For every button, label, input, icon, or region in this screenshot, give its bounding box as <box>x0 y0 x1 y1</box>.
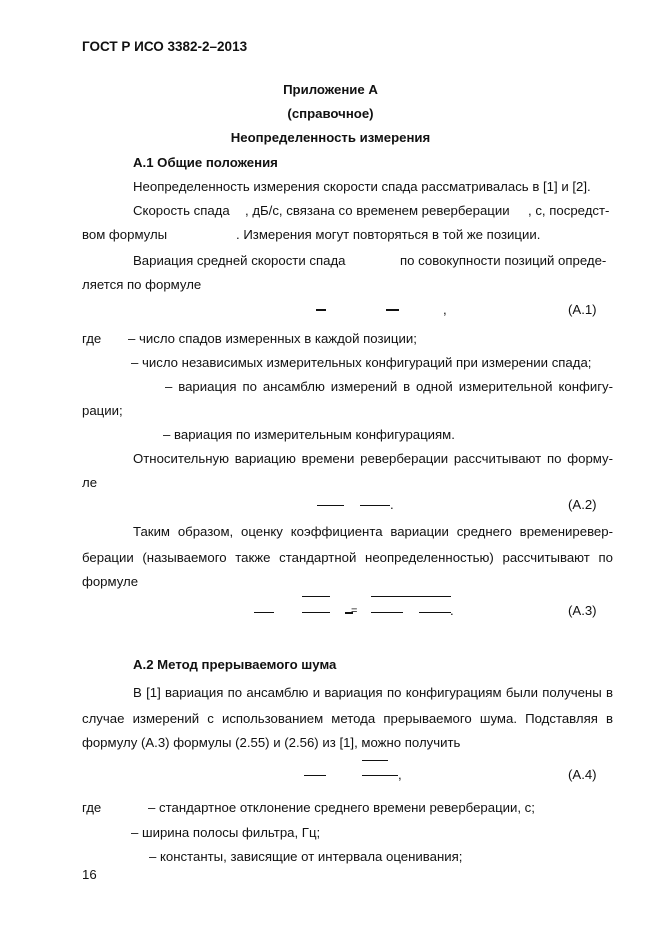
paragraph-line: , с, посредст- <box>528 203 610 218</box>
paragraph-line: Неопределенность измерения скорости спада рассматривалась в [1] и [2]. <box>133 179 591 194</box>
paragraph-line: берации (называемого также стандартной неопределенностью) рассчитывают по <box>82 550 613 565</box>
where-item: – константы, зависящие от интервала оценивания; <box>149 849 463 864</box>
equation-punctuation: , <box>443 302 447 317</box>
section-a2-heading: А.2 Метод прерываемого шума <box>133 657 337 672</box>
radical-bar <box>362 760 388 761</box>
radical-bar <box>371 596 451 597</box>
paragraph-line: ле <box>82 475 98 490</box>
appendix-title: Приложение А <box>283 82 378 97</box>
equation-punctuation: , <box>398 767 402 782</box>
where-item: – стандартное отклонение среднего времени реверберации, с; <box>148 800 535 815</box>
where-label: где <box>82 800 102 815</box>
fraction-bar <box>254 612 274 613</box>
fraction-bar <box>302 596 330 597</box>
page-number: 16 <box>82 867 97 882</box>
paragraph-line: , дБ/с, связана со временем реверберации <box>245 203 510 218</box>
fraction-bar <box>371 612 403 613</box>
equation-minus-sign <box>316 309 326 311</box>
where-item: – число независимых измерительных конфигураций при измерении спада; <box>131 355 592 370</box>
paragraph-line: случае измерений с использованием метода прерываемого шума. Подставляя в <box>82 711 613 726</box>
appendix-subtitle: (справочное) <box>287 106 374 121</box>
fraction-bar <box>362 775 398 776</box>
fraction-bar <box>419 612 451 613</box>
paragraph-line: В [1] вариация по ансамблю и вариация по конфигурациям были получены в <box>133 685 613 700</box>
equation-number: (A.4) <box>568 767 597 782</box>
fraction-bar <box>302 612 330 613</box>
fraction-bar <box>317 505 344 506</box>
paragraph-line: Относительную вариацию времени реверберации рассчитывают по форму- <box>133 451 613 466</box>
paragraph-line: формулу (A.3) формулы (2.55) и (2.56) из [1], можно получить <box>82 735 461 750</box>
document-header: ГОСТ Р ИСО 3382-2–2013 <box>82 39 248 54</box>
where-item: рации; <box>82 403 123 418</box>
paragraph-line: вом формулы <box>82 227 168 242</box>
fraction-bar <box>360 505 390 506</box>
paragraph-line: по совокупности позиций опреде- <box>400 253 607 268</box>
equation-number: (A.3) <box>568 603 597 618</box>
paragraph-line: Вариация средней скорости спада <box>133 253 346 268</box>
paragraph-line: Таким образом, оценку коэффициента вариации среднего времениревер- <box>133 524 613 539</box>
where-item: – вариация по измерительным конфигурациям. <box>163 427 455 442</box>
paragraph-line: Скорость спада <box>133 203 230 218</box>
paragraph-line: ляется по формуле <box>82 277 202 292</box>
equation-punctuation: . <box>450 603 454 618</box>
equation-punctuation: . <box>390 497 394 512</box>
paragraph-line: формуле <box>82 574 139 589</box>
equation-number: (A.1) <box>568 302 597 317</box>
where-item: – вариация по ансамблю измерений в одной измерительной конфигу- <box>165 379 613 394</box>
where-item: – ширина полосы фильтра, Гц; <box>131 825 321 840</box>
fraction-bar <box>304 775 326 776</box>
where-item: – число спадов измеренных в каждой позиции; <box>128 331 417 346</box>
paragraph-line: . Измерения могут повторяться в той же позиции. <box>236 227 541 242</box>
where-label: где <box>82 331 102 346</box>
equation-number: (A.2) <box>568 497 597 512</box>
equation-sign: = <box>351 605 358 617</box>
equation-minus-sign <box>386 309 399 311</box>
appendix-name: Неопределенность измерения <box>230 130 431 145</box>
section-a1-heading: А.1 Общие положения <box>133 155 278 170</box>
